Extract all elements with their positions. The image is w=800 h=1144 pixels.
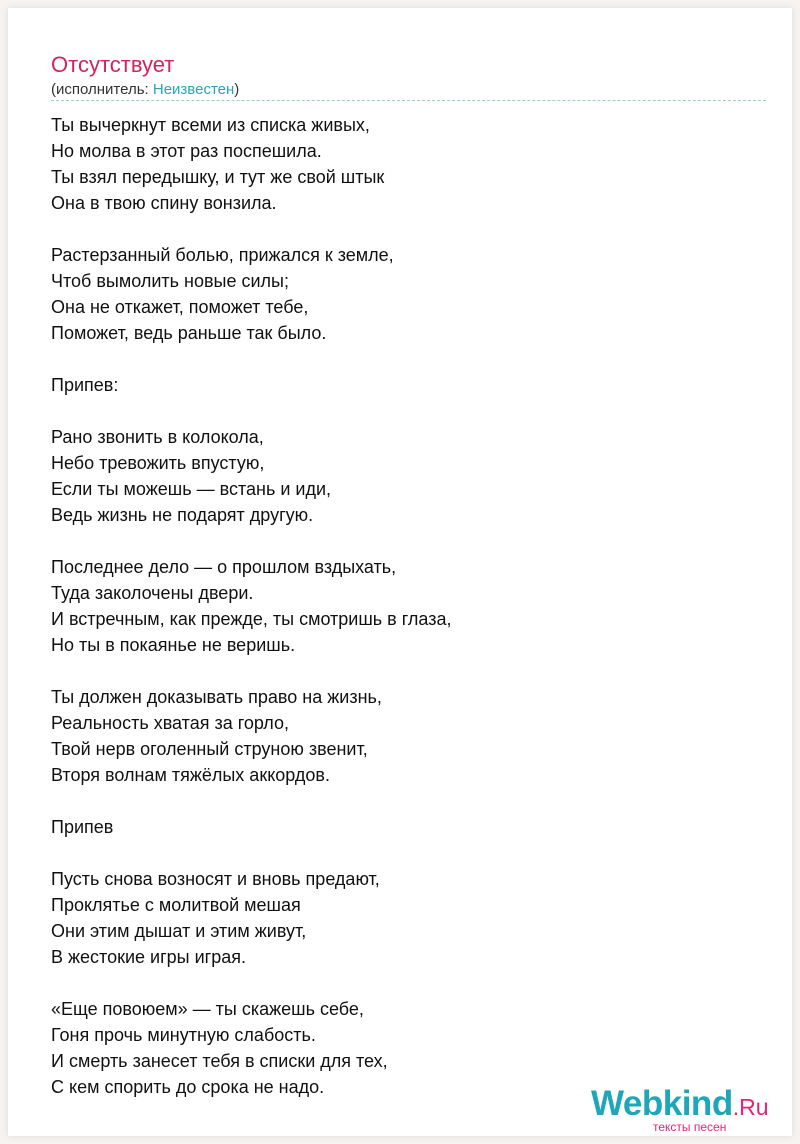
lyrics-text [51, 112, 751, 1126]
lyrics-line: В жестокие игры играя. [51, 947, 247, 967]
site-logo[interactable] [591, 1084, 791, 1134]
lyrics-line: Небо тревожить впустую, [51, 453, 265, 473]
lyrics-stanza [51, 554, 751, 658]
lyrics-stanza [51, 866, 751, 970]
lyrics-line: «Еще повоюем» — ты скажешь себе, [51, 999, 364, 1019]
lyrics-line: Ты должен доказывать право на жизнь, [51, 687, 382, 707]
lyrics-line: Реальность хватая за горло, [51, 713, 290, 733]
lyrics-line: Пусть снова возносят и вновь предают, [51, 869, 380, 889]
lyrics-line: Проклятье с молитвой мешая [51, 895, 301, 915]
lyrics-stanza [51, 814, 751, 840]
lyrics-line: Ведь жизнь не подарят другую. [51, 505, 314, 525]
lyrics-line: Растерзанный болью, прижался к земле, [51, 245, 394, 265]
artist-suffix: ) [234, 81, 240, 98]
lyrics-line: Гоня прочь минутную слабость. [51, 1025, 316, 1045]
lyrics-line: Ты взял передышку, и тут же свой штык [51, 167, 385, 187]
lyrics-line: Но молва в этот раз поспешила. [51, 141, 322, 161]
lyrics-line: Они этим дышат и этим живут, [51, 921, 307, 941]
lyrics-line: Припев [51, 817, 114, 837]
lyrics-line: Туда заколочены двери. [51, 583, 254, 603]
lyrics-stanza [51, 684, 751, 788]
lyrics-line: Вторя волнам тяжёлых аккордов. [51, 765, 330, 785]
lyrics-line: Припев: [51, 375, 119, 395]
lyrics-line: И встречным, как прежде, ты смотришь в глаза, [51, 609, 452, 629]
logo-name: Webkind [591, 1084, 733, 1123]
lyrics-page [8, 8, 792, 1136]
lyrics-line: Если ты можешь — встань и иди, [51, 479, 332, 499]
artist-prefix: (исполнитель: [51, 81, 153, 98]
lyrics-stanza [51, 424, 751, 528]
lyrics-line: Она не откажет, поможет тебе, [51, 297, 309, 317]
lyrics-line: С кем спорить до срока не надо. [51, 1077, 325, 1097]
lyrics-line: Поможет, ведь раньше так было. [51, 323, 327, 343]
lyrics-stanza [51, 242, 751, 346]
title-divider [51, 100, 766, 101]
logo-suffix: .Ru [732, 1094, 769, 1120]
artist-line [51, 81, 239, 99]
lyrics-stanza [51, 372, 751, 398]
lyrics-line: И смерть занесет тебя в списки для тех, [51, 1051, 388, 1071]
song-title: Отсутствует [51, 52, 175, 77]
lyrics-line: Чтоб вымолить новые силы; [51, 271, 289, 291]
lyrics-line: Она в твою спину вонзила. [51, 193, 277, 213]
logo-tagline: тексты песен [653, 1120, 727, 1134]
artist-link[interactable]: Неизвестен [152, 81, 235, 98]
lyrics-line: Но ты в покаянье не веришь. [51, 635, 296, 655]
lyrics-line: Последнее дело — о прошлом вздыхать, [51, 557, 397, 577]
lyrics-line: Твой нерв оголенный струною звенит, [51, 739, 368, 759]
lyrics-line: Ты вычеркнут всеми из списка живых, [51, 115, 370, 135]
lyrics-line: Рано звонить в колокола, [51, 427, 264, 447]
lyrics-stanza [51, 112, 751, 216]
